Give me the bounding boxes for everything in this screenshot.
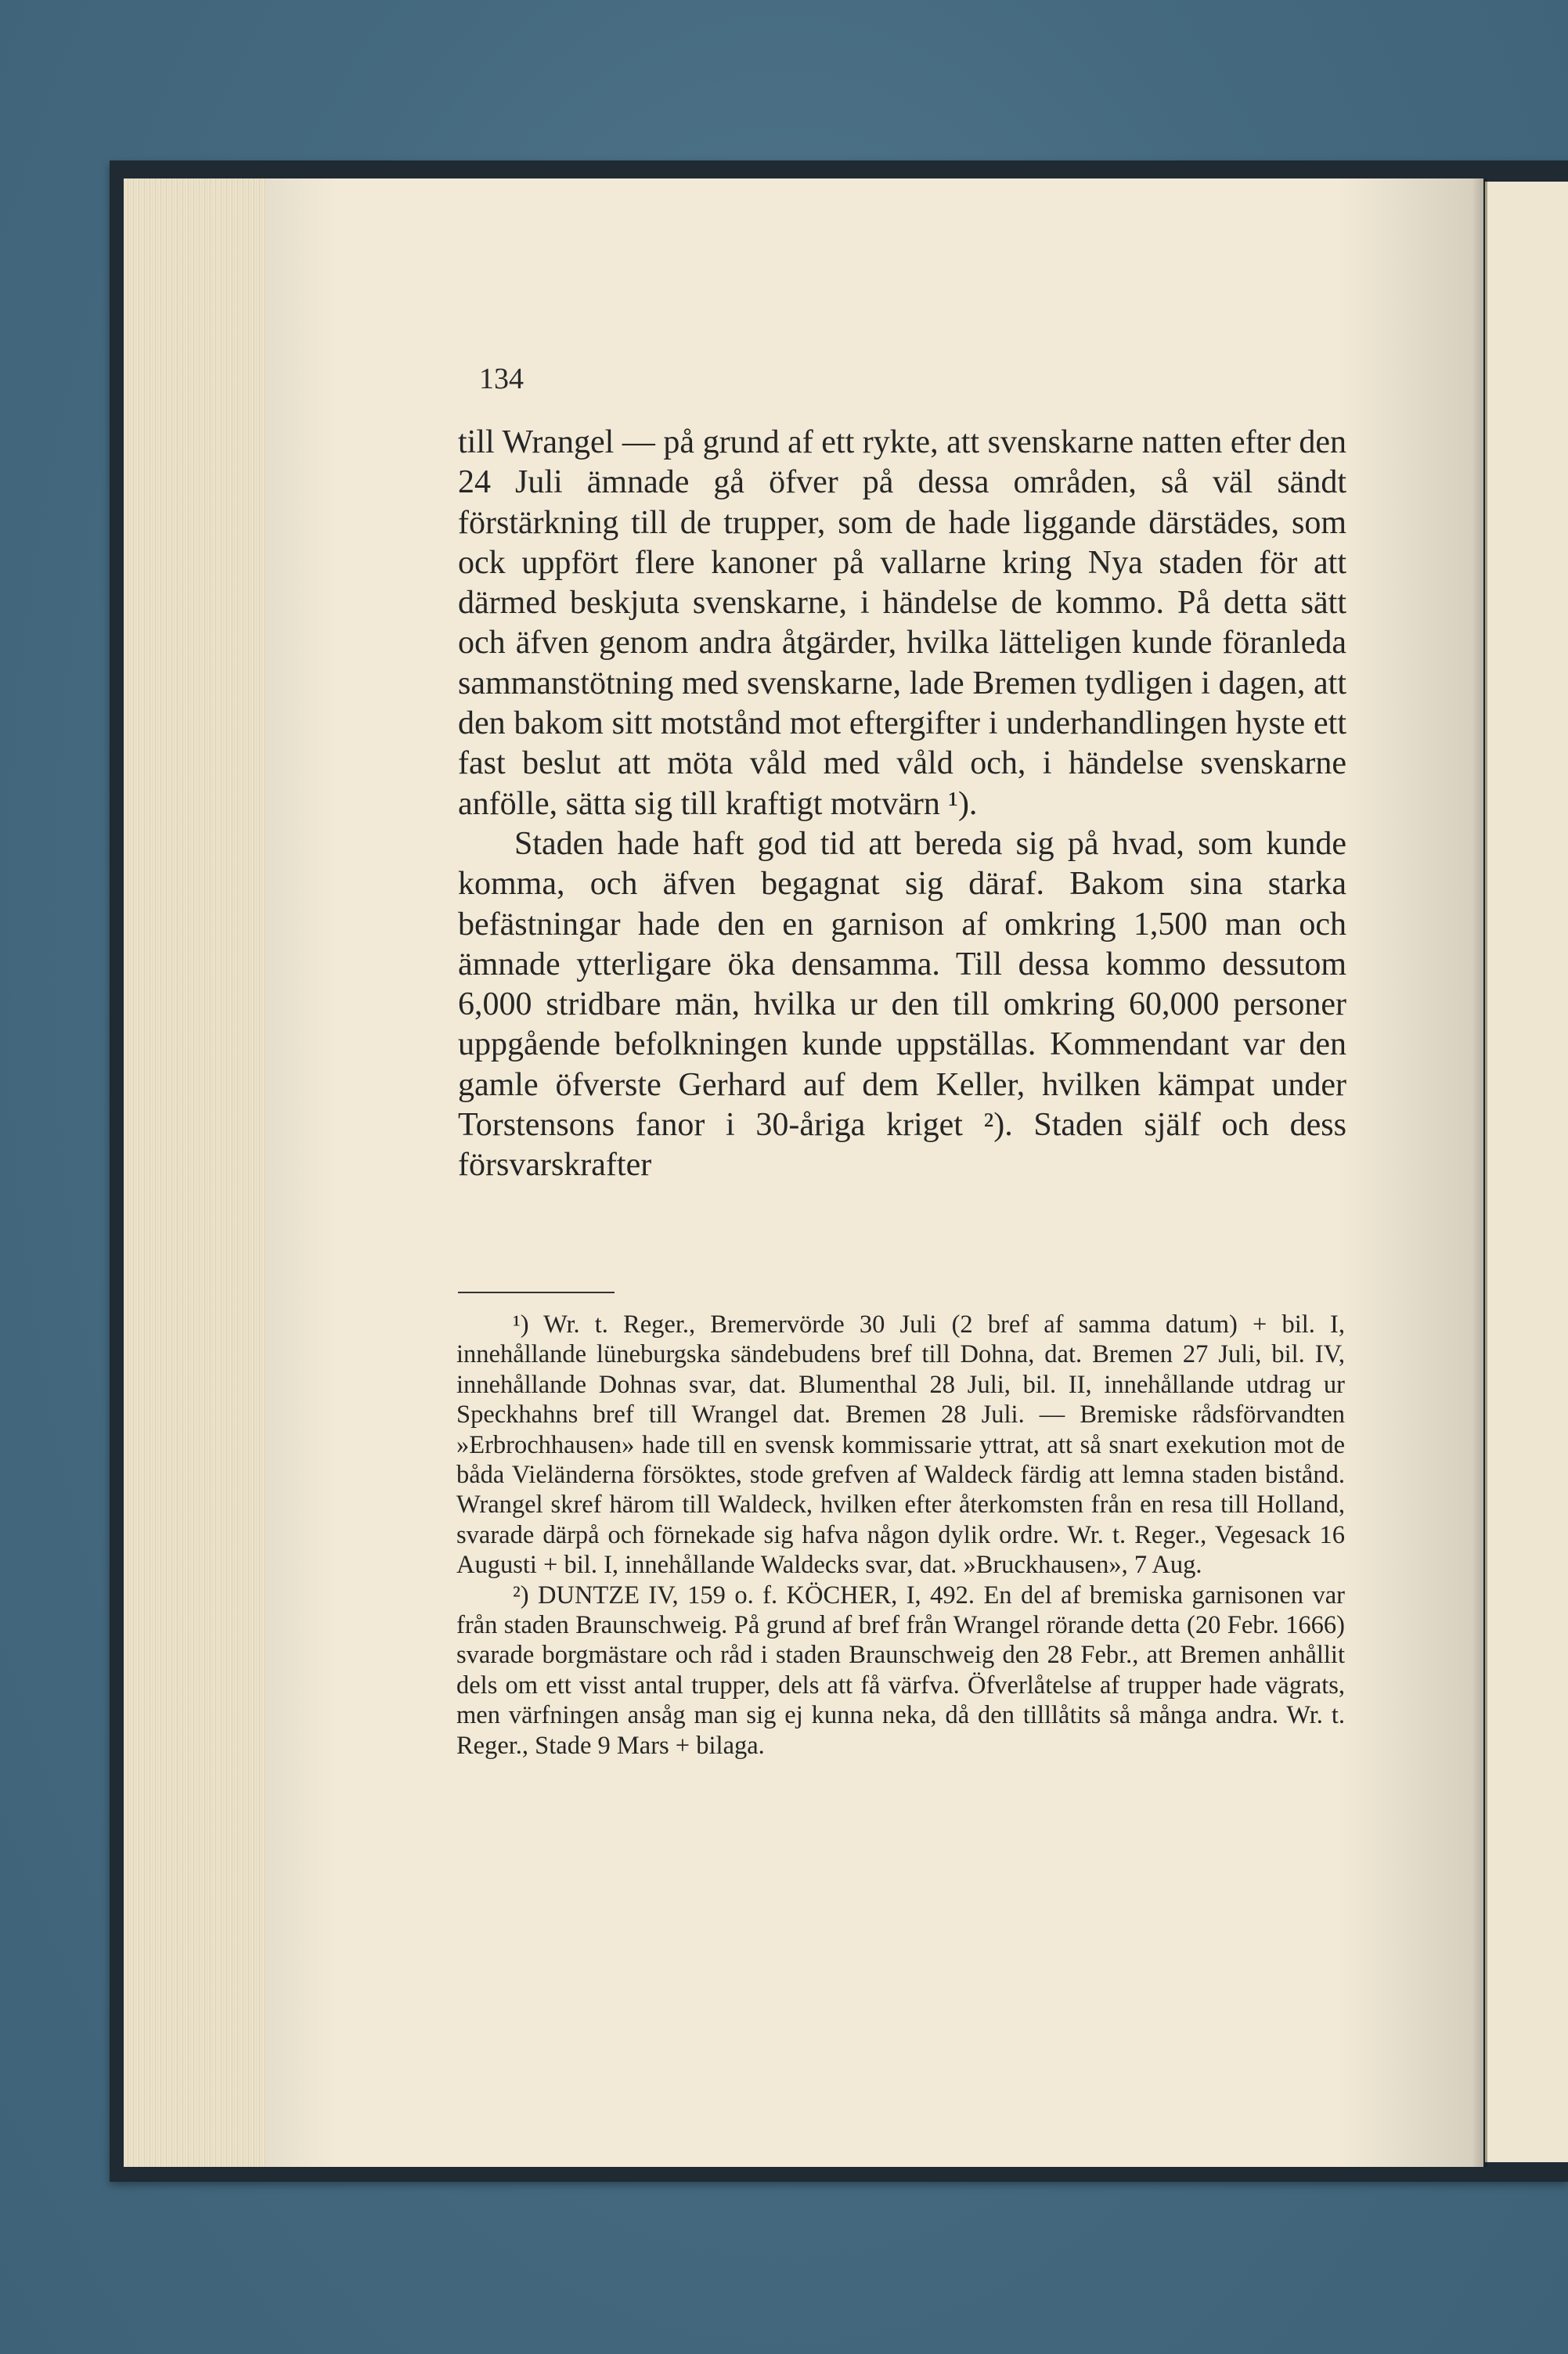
footnote: ²) DUNTZE IV, 159 o. f. KÖCHER, I, 492. En del af bremiska garnisonen var från staden Braunschweig. På grund af bref från Wrangel rörande detta (20 Febr. 1666) svarade borgmästare och råd i staden Braunschweig den 28 Febr., att Bremen anhållit dels om ett visst antal trupper, dels att få värfva. Öfverlåtelse af trupper hade vägrats, men värfningen ansåg man sig ej kunna neka, då den tilllåtits så många andra. Wr. t. Reger., Stade 9 Mars + bilaga. [456,1581,1345,1760]
page-number: 134 [479,362,524,395]
footnote: ¹) Wr. t. Reger., Bremervörde 30 Juli (2 bref af samma datum) + bil. I, innehållande lüneburgska sändebudens bref till Dohna, dat. Bremen 27 Juli, bil. IV, innehållande Dohnas svar, dat. Blumenthal 28 Juli, bil. II, innehållande utdrag ur Speckhahns bref till Wrangel dat. Bremen 28 Juli. — Bremiske rådsförvandten »Erbrochhausen» hade till en svensk kommissarie yttrat, att så snart exekution mot de båda Vieländerna försöktes, stode grefven af Waldeck färdig att lemna staden bistånd. Wrangel skref härom till Waldeck, hvilken efter återkomsten från en resa till Holland, svarade därpå och förnekade sig hafva någon dylik ordre. Wr. t. Reger., Vegesack 16 Augusti + bil. I, innehållande Waldecks svar, dat. »Bruckhausen», 7 Aug. [456,1310,1345,1580]
footnote-divider [458,1292,615,1293]
facing-page [1485,182,1568,2162]
main-text [458,423,1346,1186]
page-edges [124,178,266,2167]
page-gutter [1472,178,1487,2167]
paragraph: till Wrangel — på grund af ett rykte, att svenskarne natten efter den 24 Juli ämnade gå öfver på dessa områden, så väl sändt förstärkning till de trupper, som de hade liggande därstädes, som ock uppfört flere kanoner på vallarne kring Nya staden för att därmed beskjuta svenskarne, i händelse de kommo. På detta sätt och äfven genom andra åtgärder, hvilka lätteligen kunde föranleda sammanstötning med svenskarne, lade Bremen tydligen i dagen, att den bakom sitt motstånd mot eftergifter i underhandlingen hyste ett fast beslut att möta våld med våld och, i händelse svenskarne anfölle, sätta sig till kraftigt motvärn ¹). [458,424,1346,822]
paragraph: Staden hade haft god tid att bereda sig på hvad, som kunde komma, och äfven begagnat sig däraf. Bakom sina starka befästningar hade den en garnison af omkring 1,500 man och ämnade ytterligare öka densamma. Till dessa kommo dessutom 6,000 stridbare män, hvilka ur den till omkring 60,000 personer uppgående befolkningen kunde uppställas. Kommendant var den gamle öfverste Gerhard auf dem Keller, hvilken kämpat under Torstensons fanor i 30-åriga kriget ²). Staden själf och dess försvarskrafter [458,825,1346,1184]
footnotes [456,1310,1345,1761]
